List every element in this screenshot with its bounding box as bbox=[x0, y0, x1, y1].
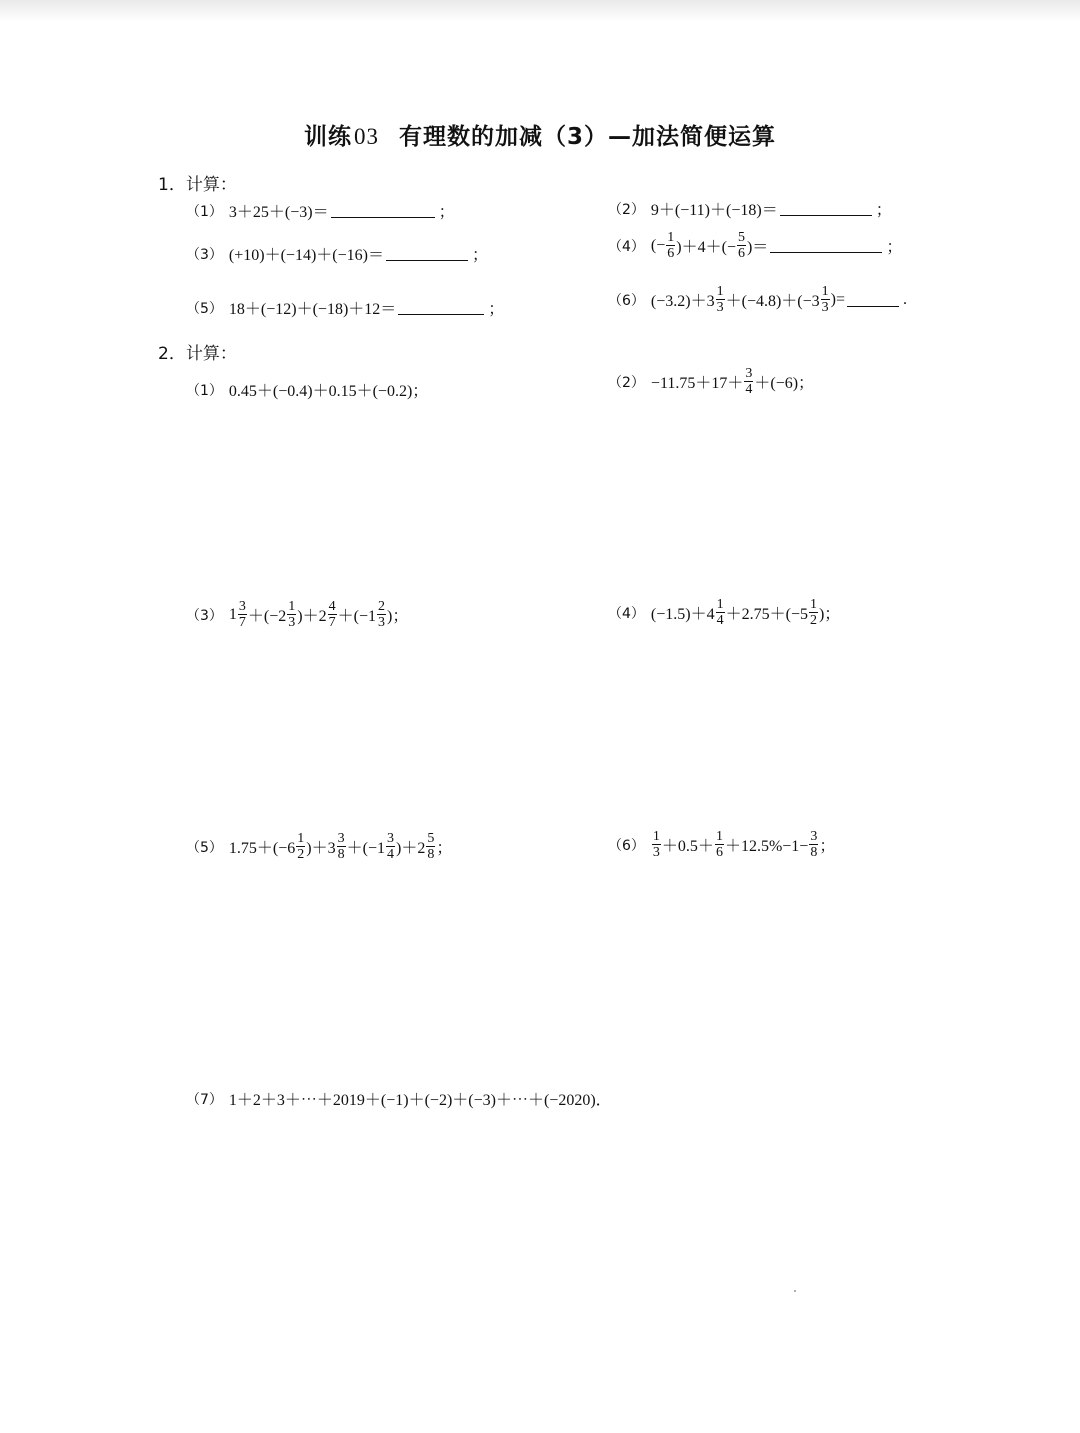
expr-part: ＋(−6)； bbox=[754, 375, 815, 392]
item-expression: 3＋25＋(−3)＝ bbox=[228, 204, 329, 221]
item-punct: ； bbox=[471, 247, 488, 264]
item-label: （6） bbox=[608, 837, 645, 854]
item-punct: ； bbox=[886, 239, 903, 256]
fraction bbox=[426, 831, 435, 862]
s1-item-2 bbox=[608, 197, 892, 220]
denominator: 3 bbox=[288, 615, 296, 630]
numerator: 1 bbox=[716, 284, 724, 299]
denominator: 3 bbox=[377, 615, 385, 630]
numerator: 3 bbox=[386, 831, 394, 846]
s2-item-1 bbox=[186, 378, 428, 401]
item-label: （1） bbox=[186, 203, 223, 220]
expr-part: )； bbox=[818, 606, 841, 623]
fraction bbox=[337, 831, 346, 862]
denominator: 6 bbox=[715, 845, 723, 860]
item-punct: . bbox=[903, 290, 908, 308]
s2-item-2 bbox=[608, 366, 814, 397]
numerator: 3 bbox=[337, 831, 345, 846]
numerator: 3 bbox=[810, 829, 818, 844]
expr-part: )； bbox=[386, 608, 409, 625]
fraction bbox=[238, 599, 247, 630]
answer-blank[interactable] bbox=[386, 246, 468, 261]
s1-item-3 bbox=[186, 242, 488, 265]
numerator: 4 bbox=[328, 599, 336, 614]
scan-edge-shadow bbox=[0, 0, 1080, 22]
item-label: （5） bbox=[186, 839, 223, 856]
expr-part: ＋(−4.8)＋(−3 bbox=[725, 293, 820, 310]
s2-item-6 bbox=[608, 829, 835, 860]
item-label: （4） bbox=[608, 238, 645, 255]
item-label: （2） bbox=[608, 374, 645, 391]
expr-part: ＋0.5＋ bbox=[661, 838, 714, 855]
denominator: 4 bbox=[745, 382, 753, 397]
item-expression: 9＋(−11)＋(−18)＝ bbox=[650, 202, 778, 219]
denominator: 2 bbox=[809, 613, 817, 628]
item-label: （1） bbox=[186, 382, 223, 399]
title-text: 有理数的加减（3）—加法简便运算 bbox=[398, 124, 776, 150]
expr-part: )＋4＋(− bbox=[676, 239, 736, 256]
fraction bbox=[809, 829, 818, 860]
item-label: （3） bbox=[186, 607, 223, 624]
fraction bbox=[328, 599, 337, 630]
denominator: 7 bbox=[328, 615, 336, 630]
expr-part: )＝ bbox=[746, 239, 769, 256]
denominator: 2 bbox=[297, 847, 305, 862]
s2-item-3 bbox=[186, 599, 408, 630]
fraction bbox=[386, 831, 395, 862]
scan-speck bbox=[794, 1290, 796, 1292]
item-label: （6） bbox=[608, 292, 645, 309]
expr-part: 1 bbox=[228, 605, 237, 623]
fraction bbox=[737, 230, 746, 261]
expr-part: ＋2.75＋(−5 bbox=[725, 606, 808, 623]
expr-part: ； bbox=[436, 840, 453, 857]
title-number: 03 bbox=[353, 124, 379, 149]
numerator: 1 bbox=[715, 829, 723, 844]
expr-part: −11.75＋17＋ bbox=[650, 375, 744, 392]
s1-item-4 bbox=[608, 230, 902, 261]
denominator: 6 bbox=[667, 246, 675, 261]
s1-item-1 bbox=[186, 199, 455, 222]
s2-item-5 bbox=[186, 831, 452, 862]
page-title bbox=[0, 118, 1080, 151]
answer-blank[interactable] bbox=[770, 238, 882, 253]
item-label: （5） bbox=[186, 300, 223, 317]
expr-part: (−1.5)＋4 bbox=[650, 606, 715, 623]
denominator: 8 bbox=[810, 845, 818, 860]
item-expression: 0.45＋(−0.4)＋0.15＋(−0.2)； bbox=[228, 383, 429, 400]
s2-item-7 bbox=[186, 1087, 612, 1110]
item-label: （2） bbox=[608, 201, 645, 218]
expr-part: 1.75＋(−6 bbox=[228, 840, 296, 857]
answer-blank[interactable] bbox=[331, 203, 435, 218]
fraction bbox=[666, 230, 675, 261]
expr-part: )＋3 bbox=[306, 840, 336, 857]
item-expression: 18＋(−12)＋(−18)＋12＝ bbox=[228, 301, 397, 318]
denominator: 4 bbox=[716, 613, 724, 628]
fraction bbox=[821, 284, 830, 315]
fraction bbox=[716, 597, 725, 628]
denominator: 7 bbox=[238, 615, 246, 630]
item-punct: ； bbox=[875, 202, 892, 219]
denominator: 6 bbox=[737, 246, 745, 261]
numerator: 5 bbox=[737, 230, 745, 245]
expr-part: (−3.2)＋3 bbox=[650, 293, 715, 310]
expr-part: (− bbox=[650, 236, 666, 254]
item-expression: (+10)＋(−14)＋(−16)＝ bbox=[228, 247, 384, 264]
denominator: 3 bbox=[652, 845, 660, 860]
answer-blank[interactable] bbox=[780, 201, 872, 216]
denominator: 3 bbox=[716, 300, 724, 315]
fraction bbox=[287, 599, 296, 630]
numerator: 5 bbox=[427, 831, 435, 846]
fraction bbox=[715, 829, 724, 860]
expr-part: ＋(−1 bbox=[337, 608, 376, 625]
fraction bbox=[716, 284, 725, 315]
s1-item-5 bbox=[186, 296, 504, 319]
answer-blank[interactable] bbox=[847, 292, 899, 307]
fraction bbox=[296, 831, 305, 862]
fraction bbox=[652, 829, 661, 860]
item-label: （7） bbox=[186, 1091, 223, 1108]
s1-item-6 bbox=[608, 284, 907, 315]
section1-heading: 1．计算： bbox=[158, 175, 237, 195]
fraction bbox=[744, 366, 753, 397]
numerator: 3 bbox=[745, 366, 753, 381]
expr-part: )＋2 bbox=[297, 608, 327, 625]
item-expression: 1＋2＋3＋⋯＋2019＋(−1)＋(−2)＋(−3)＋⋯＋(−2020)． bbox=[228, 1092, 612, 1109]
numerator: 2 bbox=[377, 599, 385, 614]
expr-part: ＋12.5%−1− bbox=[724, 838, 809, 855]
expr-part: )= bbox=[830, 290, 846, 308]
numerator: 1 bbox=[297, 831, 305, 846]
numerator: 1 bbox=[288, 599, 296, 614]
fraction bbox=[809, 597, 818, 628]
denominator: 4 bbox=[386, 847, 394, 862]
item-punct: ； bbox=[488, 301, 505, 318]
denominator: 3 bbox=[821, 300, 829, 315]
section2-heading: 2．计算： bbox=[158, 344, 237, 364]
numerator: 1 bbox=[652, 829, 660, 844]
numerator: 1 bbox=[716, 597, 724, 612]
denominator: 8 bbox=[337, 847, 345, 862]
title-prefix: 训练 bbox=[303, 124, 352, 150]
item-label: （3） bbox=[186, 246, 223, 263]
expr-part: ； bbox=[819, 838, 836, 855]
numerator: 1 bbox=[809, 597, 817, 612]
answer-blank[interactable] bbox=[398, 300, 484, 315]
numerator: 1 bbox=[821, 284, 829, 299]
denominator: 8 bbox=[427, 847, 435, 862]
numerator: 3 bbox=[238, 599, 246, 614]
item-label: （4） bbox=[608, 605, 645, 622]
expr-part: ＋(−2 bbox=[247, 608, 287, 625]
numerator: 1 bbox=[667, 230, 675, 245]
expr-part: ＋(−1 bbox=[346, 840, 385, 857]
fraction bbox=[377, 599, 386, 630]
item-punct: ； bbox=[438, 204, 455, 221]
expr-part: )＋2 bbox=[395, 840, 426, 857]
s2-item-4 bbox=[608, 597, 840, 628]
